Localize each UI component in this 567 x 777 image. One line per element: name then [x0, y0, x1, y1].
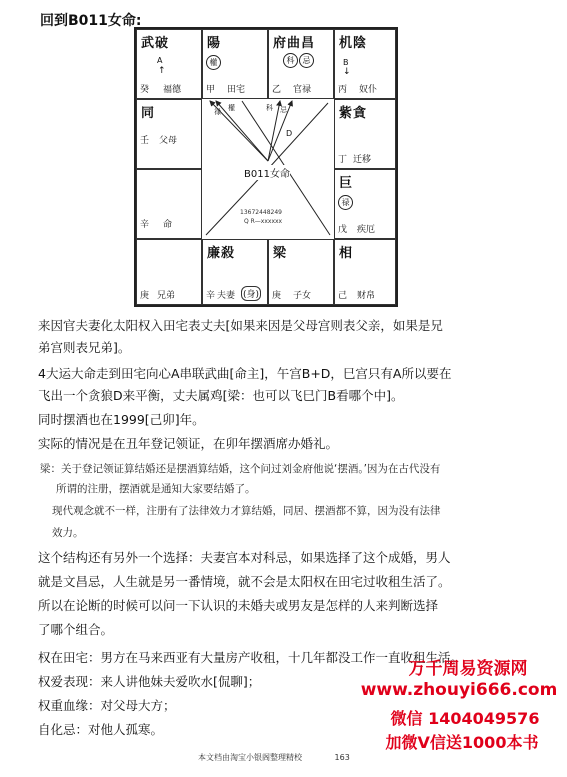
paragraph-line: 权爱表现：来人讲他妹夫爱吹水[侃聊]； — [38, 674, 261, 689]
palace-name: 迁移 — [353, 155, 372, 165]
heavenly-stem: 辛 — [140, 220, 150, 230]
heavenly-stem: 丙 — [338, 85, 348, 95]
palace-hai — [334, 239, 396, 305]
marker-a: A — [157, 56, 163, 65]
palace-name: 疾厄 — [357, 225, 376, 235]
star-names: 府曲昌 — [273, 36, 316, 51]
palace-name: 官禄 — [293, 85, 312, 95]
palace-name: 奴仆 — [359, 85, 378, 95]
arrow-up-icon: ↑ — [158, 66, 166, 76]
palace-name: 夫妻 — [217, 291, 236, 301]
ziwei-chart — [134, 27, 398, 307]
paragraph-line: 4大运大命走到田宅向心A串联武曲[命主]，午宫B+D，巳宫只有A所以要在 — [38, 366, 452, 381]
palace-name: 父母 — [159, 136, 178, 146]
hua-ji-badge: 忌 — [299, 53, 314, 68]
star-names: 巨 — [339, 176, 354, 191]
arrow-label-ji: 忌 — [280, 106, 287, 114]
palace-zi — [268, 239, 334, 305]
palace-chou — [202, 239, 268, 305]
paragraph-line: 实际的情况是在丑年登记领证，在卯年摆酒席办婚礼。 — [38, 436, 339, 451]
heavenly-stem: 己 — [338, 291, 348, 301]
palace-name: 财帛 — [357, 291, 376, 301]
star-names: 紫貪 — [339, 106, 368, 121]
hua-ke-badge: 科 — [283, 53, 298, 68]
heavenly-stem: 甲 — [206, 85, 216, 95]
watermark-wechat: 微信 1404049576 — [390, 709, 540, 728]
chart-center-title: B011女命 — [244, 165, 290, 180]
note-line: 梁：关于登记领证算结婚还是摆酒算结婚，这个问过刘金府他说‘摆酒。’因为在古代没有 — [40, 463, 441, 475]
paragraph-line: 飞出一个贪狼D来平衡，丈夫属鸡[梁：也可以飞巳门B看哪个中]。 — [38, 388, 404, 403]
paragraph-line: 所以在论断的时候可以问一下认识的未婚夫或男友是怎样的人来判断选择 — [38, 598, 439, 613]
paragraph-line: 就是文昌忌，人生就是另一番情境，就不会是太阳权在田宅过收租生活了。 — [38, 574, 451, 589]
palace-wu — [202, 29, 268, 99]
paragraph-line: 自化忌：对他人孤寒。 — [38, 722, 164, 737]
paragraph-line: 弟宫则表兄弟]。 — [38, 340, 131, 355]
heavenly-stem: 辛 — [206, 291, 216, 301]
section-heading: 回到B011女命: — [40, 13, 142, 29]
hua-quan-badge: 權 — [206, 55, 221, 70]
page-number: 163 — [334, 753, 350, 762]
palace-name: 命 — [163, 220, 173, 230]
watermark-site-name: 万千周易资源网 — [408, 659, 528, 679]
arrow-label-lu: 禄 — [214, 108, 221, 116]
palace-si — [136, 29, 202, 99]
palace-xu — [334, 169, 396, 239]
arrow-line — [216, 101, 268, 161]
arrow-down-icon: ↓ — [343, 67, 351, 77]
paragraph-line: 同时摆酒也在1999[己卯]年。 — [38, 412, 205, 427]
heavenly-stem: 癸 — [140, 85, 150, 95]
star-names: 机陰 — [339, 36, 368, 51]
palace-wei — [268, 29, 334, 99]
heavenly-stem: 壬 — [140, 136, 150, 146]
palace-yin — [136, 239, 202, 305]
arrow-line — [268, 103, 328, 169]
paragraph-line: 来因官夫妻化太阳权入田宅表丈夫[如果来因是父母宫则表父亲，如果是兄 — [38, 318, 443, 333]
palace-name: 田宅 — [227, 85, 246, 95]
palace-chen — [136, 99, 202, 169]
palace-name: 福德 — [163, 85, 182, 95]
paragraph-line: 这个结构还有另外一个选择：夫妻宫本对科忌，如果选择了这个成婚，男人 — [38, 550, 451, 565]
body-palace-badge: (身) — [241, 286, 261, 301]
heavenly-stem: 庚 — [272, 291, 282, 301]
star-names: 陽 — [207, 36, 222, 51]
star-names: 武破 — [141, 36, 170, 51]
arrow-label-ke: 科 — [266, 104, 273, 112]
star-names: 廉殺 — [207, 246, 236, 261]
palace-name: 子女 — [293, 291, 312, 301]
arrow-label-quan: 權 — [228, 104, 235, 112]
note-line: 效力。 — [52, 527, 84, 539]
paragraph-line: 权在田宅：男方在马来西亚有大量房产收租，十几年都没工作一直收租生活。 — [38, 650, 464, 665]
palace-shen — [334, 29, 396, 99]
hua-lu-badge: 禄 — [338, 195, 353, 210]
footer-text: 本文档由淘宝小银阁整理精校 — [198, 753, 302, 762]
chart-center-phone: 13672448249 — [240, 209, 282, 216]
heavenly-stem: 庚 — [140, 291, 150, 301]
palace-mao — [136, 169, 202, 239]
marker-d: D — [286, 129, 293, 138]
paragraph-line: 权重血缘：对父母大方； — [38, 698, 176, 713]
star-names: 相 — [339, 246, 354, 261]
paragraph-line: 了哪个组合。 — [38, 622, 114, 637]
page-footer — [198, 752, 350, 763]
palace-name: 兄弟 — [157, 291, 176, 301]
heavenly-stem: 乙 — [272, 85, 282, 95]
heavenly-stem: 戊 — [338, 225, 348, 235]
watermark-promo: 加微V信送1000本书 — [385, 733, 539, 752]
palace-you — [334, 99, 396, 169]
watermark-url: www.zhouyi666.com — [360, 680, 558, 700]
note-line: 所谓的注册，摆酒就是通知大家要结婚了。 — [56, 483, 256, 495]
marker-b: B — [343, 58, 349, 67]
star-names: 同 — [141, 106, 156, 121]
heavenly-stem: 丁 — [338, 155, 348, 165]
star-names: 梁 — [273, 246, 288, 261]
note-line: 现代观念就不一样，注册有了法律效力才算结婚，同居、摆酒都不算，因为没有法律 — [52, 505, 441, 517]
chart-center-wechat: Q R—xxxxxx — [244, 218, 283, 225]
